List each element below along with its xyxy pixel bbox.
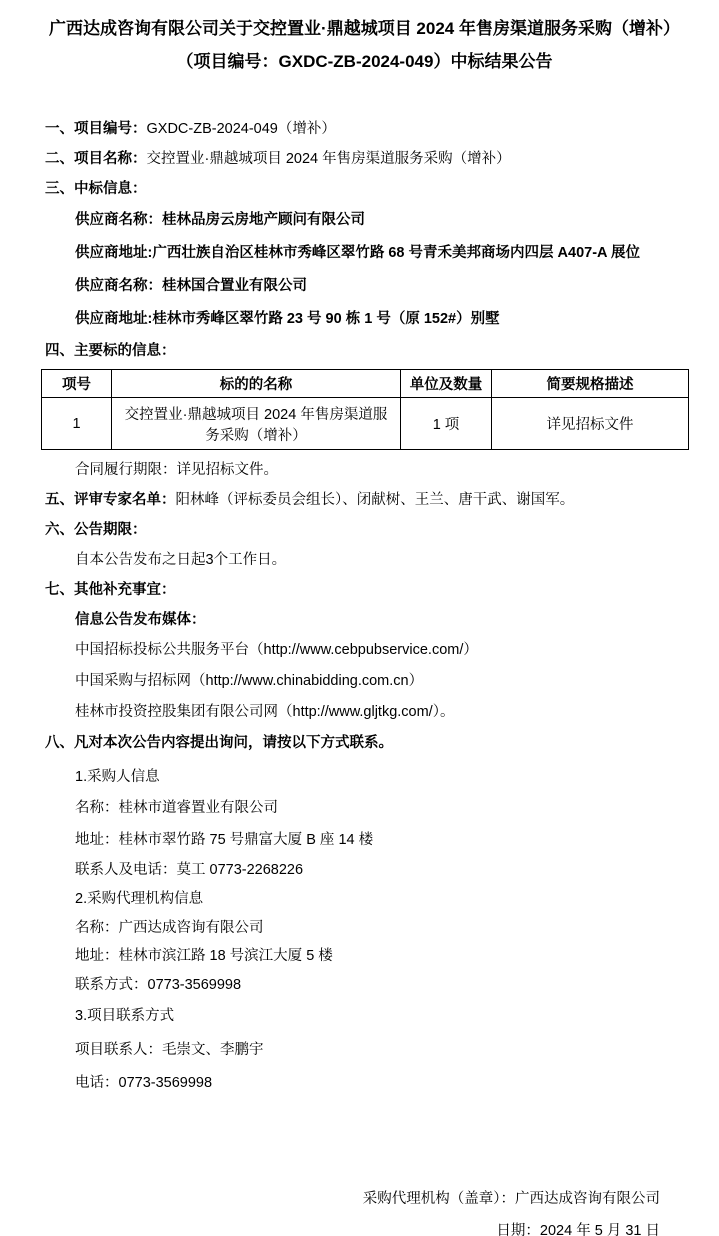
section-experts-value: 阳林峰（评标委员会组长）、闭献树、王兰、唐干武、谢国军。 [175, 492, 575, 508]
bid-items-table [41, 369, 689, 450]
purchaser-heading: 1.采购人信息 [75, 769, 160, 785]
agency-contact: 联系方式：0773-3569998 [75, 977, 242, 993]
section-notice-period [45, 515, 688, 545]
supplier-2-address: 供应商地址:桂林市秀峰区翠竹路 23 号 90 栋 1 号（原 152#）别墅 [75, 311, 500, 327]
notice-period-content: 自本公告发布之日起3个工作日。 [75, 552, 287, 568]
media-item-cebpubservice: 中国招标投标公共服务平台（http://www.cebpubservice.com/） [75, 642, 478, 658]
section-project-name-value: 交控置业·鼎越城项目 2024 年售房渠道服务采购（增补） [146, 151, 511, 167]
section-project-name-label: 二、项目名称： [45, 151, 147, 167]
agency-name: 名称：广西达成咨询有限公司 [75, 920, 264, 936]
section-other [45, 575, 688, 605]
section-bid-info [45, 174, 688, 204]
purchaser-name: 名称：桂林市道睿置业有限公司 [75, 800, 278, 816]
agency-seal-line: 采购代理机构（盖章）：广西达成咨询有限公司 [362, 1191, 660, 1207]
section-other-label: 七、其他补充事宜： [45, 582, 176, 598]
section-experts-label: 五、评审专家名单： [45, 492, 176, 508]
header-item-name: 标的的名称 [112, 370, 401, 398]
project-contact-persons: 项目联系人：毛崇文、李鹏宇 [75, 1042, 264, 1058]
section-project-number [45, 114, 688, 144]
project-contact-phone: 电话：0773-3569998 [75, 1075, 213, 1091]
table-row [42, 398, 689, 450]
agency-address: 地址：桂林市滨江路 18 号滨江大厦 5 楼 [75, 948, 333, 964]
cell-spec-desc: 详见招标文件 [492, 398, 689, 450]
agency-heading: 2.采购代理机构信息 [75, 891, 204, 907]
media-label: 信息公告发布媒体： [75, 612, 206, 628]
contract-period: 合同履行期限：详见招标文件。 [75, 462, 278, 478]
section-main-bid-label: 四、主要标的信息： [45, 343, 176, 359]
title-line-1: 广西达成咨询有限公司关于交控置业·鼎越城项目 2024 年售房渠道服务采购（增补） [49, 19, 680, 38]
supplier-1-address: 供应商地址:广西壮族自治区桂林市秀峰区翠竹路 68 号青禾美邦商场内四层 A407-A 展位 [75, 245, 640, 261]
section-project-name [45, 144, 688, 174]
header-item-no: 项号 [42, 370, 112, 398]
header-spec-desc: 简要规格描述 [492, 370, 689, 398]
section-notice-period-label: 六、公告期限： [45, 522, 147, 538]
title-line-2: （项目编号：GXDC-ZB-2024-049）中标结果公告 [176, 52, 553, 71]
section-contact [45, 728, 688, 759]
cell-item-name: 交控置业·鼎越城项目 2024 年售房渠道服务采购（增补） [112, 398, 401, 450]
page-title [41, 12, 688, 78]
supplier-1-name: 供应商名称：桂林品房云房地产顾问有限公司 [75, 212, 365, 228]
project-contact-heading: 3.项目联系方式 [75, 1008, 175, 1024]
section-project-number-value: GXDC-ZB-2024-049（增补） [146, 121, 336, 137]
media-item-gljtkg: 桂林市投资控股集团有限公司网（http://www.gljtkg.com/）。 [75, 704, 455, 720]
section-contact-label: 八、凡对本次公告内容提出询问，请按以下方式联系。 [45, 735, 393, 751]
section-main-bid [45, 336, 688, 366]
supplier-2-name: 供应商名称：桂林国合置业有限公司 [75, 278, 307, 294]
purchaser-contact: 联系人及电话：莫工 0773-2268226 [75, 862, 304, 878]
section-bid-info-label: 三、中标信息： [45, 181, 147, 197]
section-project-number-label: 一、项目编号： [45, 121, 147, 137]
purchaser-address: 地址：桂林市翠竹路 75 号鼎富大厦 B 座 14 楼 [75, 832, 374, 848]
media-item-chinabidding: 中国采购与招标网（http://www.chinabidding.com.cn） [75, 673, 424, 689]
cell-unit-qty: 1 项 [401, 398, 492, 450]
section-experts [45, 485, 688, 515]
cell-item-no: 1 [42, 398, 112, 450]
table-header-row [42, 370, 689, 398]
header-unit-qty: 单位及数量 [401, 370, 492, 398]
date-line: 日期：2024 年 5 月 31 日 [496, 1223, 660, 1236]
signature-block [41, 1183, 688, 1236]
